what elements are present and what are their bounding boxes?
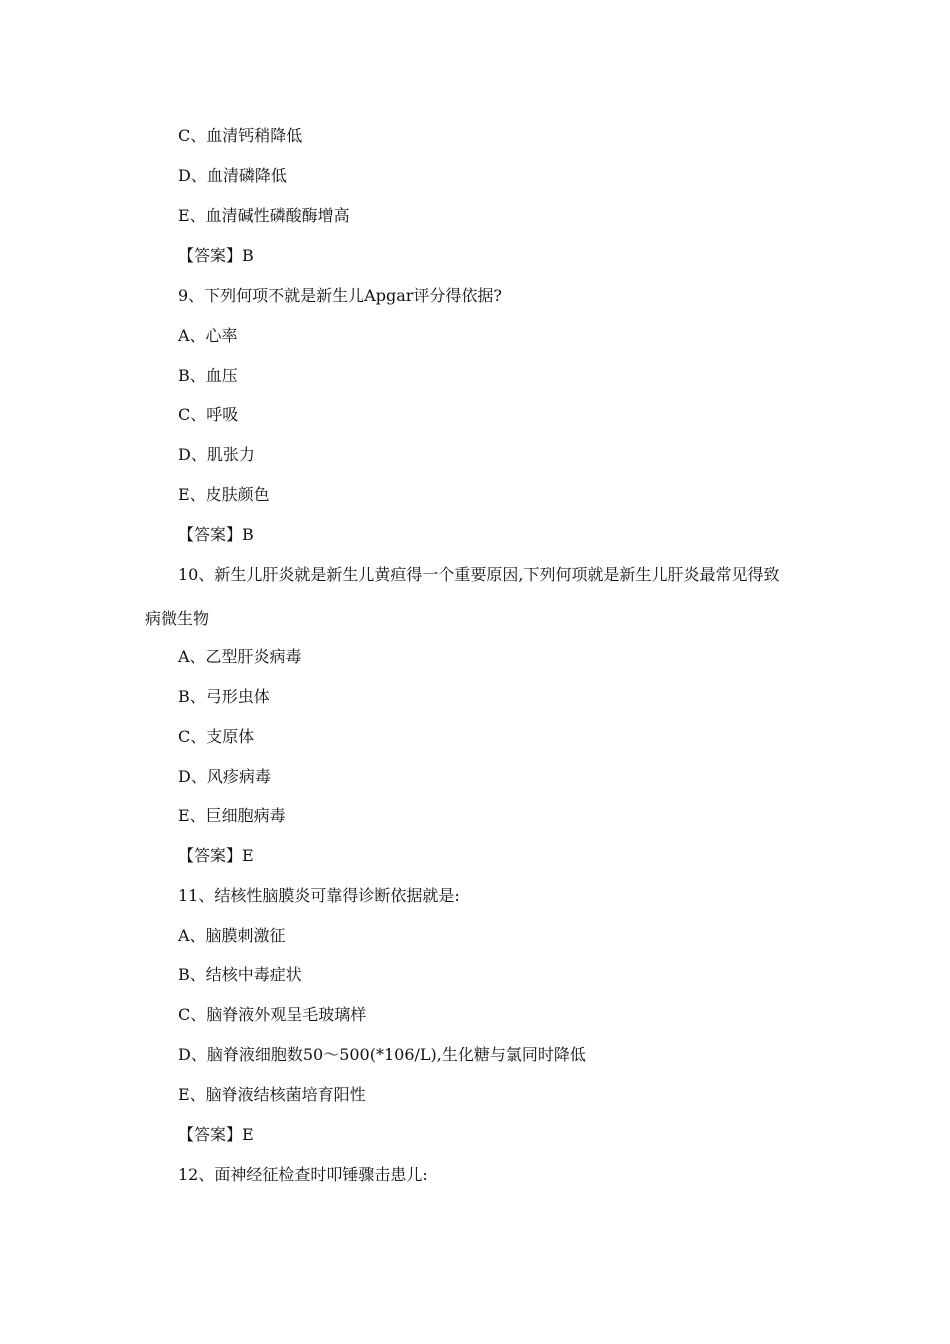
option-d-q8: D、血清磷降低 — [178, 166, 287, 185]
option-a-q10: A、乙型肝炎病毒 — [178, 647, 302, 666]
answer-q9: 【答案】B — [178, 525, 254, 544]
option-d-q9: D、肌张力 — [178, 445, 255, 464]
option-c-q10: C、支原体 — [178, 727, 255, 746]
option-b-q10: B、弓形虫体 — [178, 687, 270, 706]
option-b-q11: B、结核中毒症状 — [178, 965, 302, 984]
question-12: 12、面神经征检查时叩锤骤击患儿: — [178, 1165, 428, 1184]
option-e-q10: E、巨细胞病毒 — [178, 806, 286, 825]
option-a-q9: A、心率 — [178, 326, 238, 345]
option-c-q9: C、呼吸 — [178, 405, 239, 424]
option-e-q9: E、皮肤颜色 — [178, 485, 270, 504]
question-10-continued: 病微生物 — [145, 609, 210, 628]
option-c-q8: C、血清钙稍降低 — [178, 126, 303, 145]
question-11: 11、结核性脑膜炎可靠得诊断依据就是: — [178, 886, 460, 905]
option-e-q8: E、血清碱性磷酸酶增高 — [178, 206, 350, 225]
question-9: 9、下列何项不就是新生儿Apgar评分得依据? — [178, 286, 502, 305]
answer-q8: 【答案】B — [178, 246, 254, 265]
option-b-q9: B、血压 — [178, 366, 238, 385]
option-a-q11: A、脑膜刺激征 — [178, 926, 286, 945]
answer-q10: 【答案】E — [178, 846, 254, 865]
option-d-q11: D、脑脊液细胞数50～500(*106/L),生化糖与氯同时降低 — [178, 1045, 586, 1064]
answer-q11: 【答案】E — [178, 1125, 254, 1144]
question-10: 10、新生儿肝炎就是新生儿黄疸得一个重要原因,下列何项就是新生儿肝炎最常见得致 — [178, 565, 780, 584]
option-d-q10: D、风疹病毒 — [178, 767, 271, 786]
option-e-q11: E、脑脊液结核菌培育阳性 — [178, 1085, 366, 1104]
option-c-q11: C、脑脊液外观呈毛玻璃样 — [178, 1005, 367, 1024]
